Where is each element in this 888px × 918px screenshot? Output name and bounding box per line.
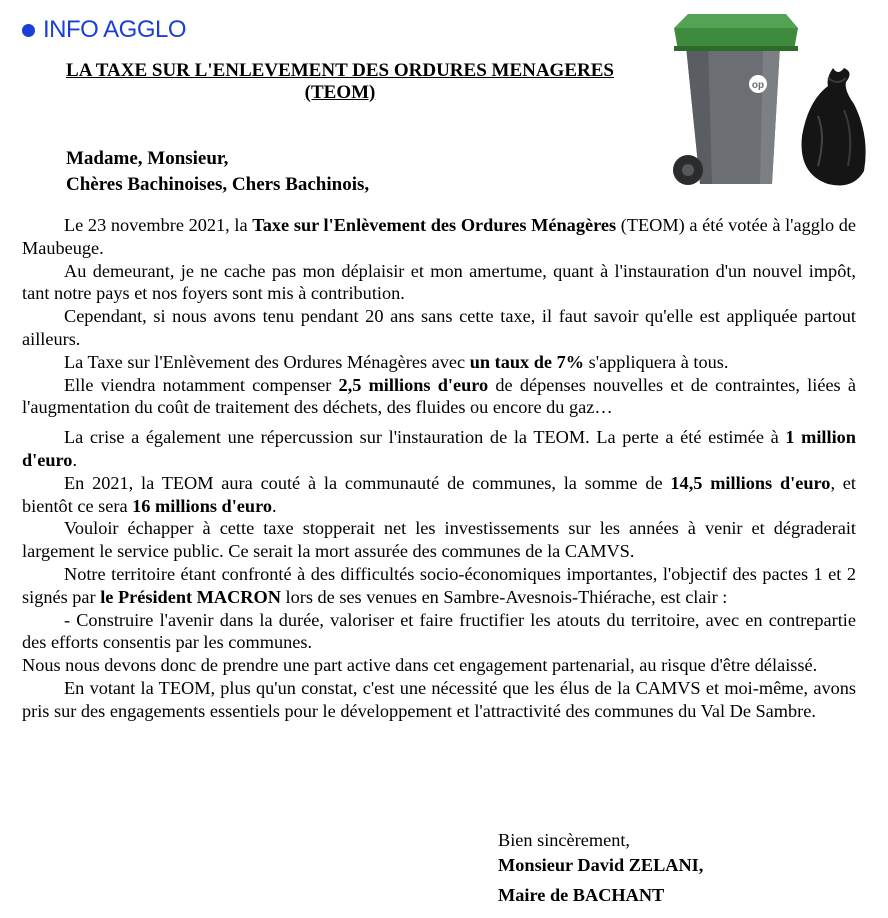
signature-block — [498, 828, 703, 908]
bullet-icon — [22, 24, 35, 37]
paragraph: Cependant, si nous avons tenu pendant 20 ans sans cette taxe, il faut savoir qu'elle est appliquée partout ailleurs. — [22, 306, 856, 349]
letter-body — [22, 214, 856, 723]
paragraph: Le 23 novembre 2021, la Taxe sur l'Enlèvement des Ordures Ménagères (TEOM) a été votée à l'agglo de Maubeuge. — [22, 215, 856, 258]
section-label: INFO AGGLO — [43, 16, 187, 43]
paragraph: En 2021, la TEOM aura couté à la communauté de communes, la somme de 14,5 millions d'euro, et bientôt ce sera 16 millions d'euro. — [22, 472, 857, 516]
signer-role: Maire de BACHANT — [498, 885, 665, 905]
paragraph: - Construire l'avenir dans la durée, valoriser et faire fructifier les atouts du territoire, avec en contrepartie des efforts consentis par les communes. — [22, 609, 856, 653]
salutation-line-2: Chères Bachinoises, Chers Bachinois, — [66, 174, 370, 195]
paragraph: Vouloir échapper à cette taxe stopperait net les investissements sur les années à venir et dégraderait largement le service public. Ce serait la mort assurée des communes de la CAMVS. — [22, 518, 856, 562]
section-header — [22, 16, 186, 44]
closing: Bien sincèrement, — [498, 830, 630, 850]
wheelie-bin-icon — [673, 14, 798, 185]
signer-name: Monsieur David ZELANI, — [498, 855, 704, 875]
article-title — [20, 60, 660, 104]
svg-text:op: op — [751, 80, 765, 91]
title-line-1: LA TAXE SUR L'ENLEVEMENT DES ORDURES MENAGERES — [66, 60, 614, 81]
paragraph: La Taxe sur l'Enlèvement des Ordures Ménagères avec un taux de 7% s'appliquera à tous. — [64, 351, 729, 372]
paragraph: En votant la TEOM, plus qu'un constat, c'est une nécessité que les élus de la CAMVS et moi-même, avons pris sur des engagements essentiels pour le développement et l'attractivité des communes du Val De Sambre. — [22, 677, 856, 721]
paragraph: Elle viendra notamment compenser 2,5 millions d'euro de dépenses nouvelles et de contraintes, liées à l'augmentation du coût de traitement des déchets, des fluides ou encore du gaz… — [22, 374, 856, 418]
paragraph: Notre territoire étant confronté à des difficultés socio-économiques importantes, l'objectif des pactes 1 et 2 signés par le Président MACRON lors de ses venues en Sambre-Avesnois-Thiérache, est clair : — [22, 563, 856, 607]
garbage-bag-icon — [802, 68, 866, 185]
paragraph: La crise a également une répercussion sur l'instauration de la TEOM. La perte a été estimée à 1 million d'euro. — [22, 427, 856, 470]
title-line-2: (TEOM) — [304, 82, 376, 103]
salutation — [66, 146, 369, 198]
paragraph: Au demeurant, je ne cache pas mon déplaisir et mon amertume, quant à l'instauration d'un nouvel impôt, tant notre pays et nos foyers sont mis à contribution. — [22, 260, 856, 304]
salutation-line-1: Madame, Monsieur, — [66, 148, 229, 169]
paragraph: Nous nous devons donc de prendre une part active dans cet engagement partenarial, au risque d'être délaissé. — [22, 655, 818, 676]
waste-bin-illustration — [668, 6, 868, 192]
